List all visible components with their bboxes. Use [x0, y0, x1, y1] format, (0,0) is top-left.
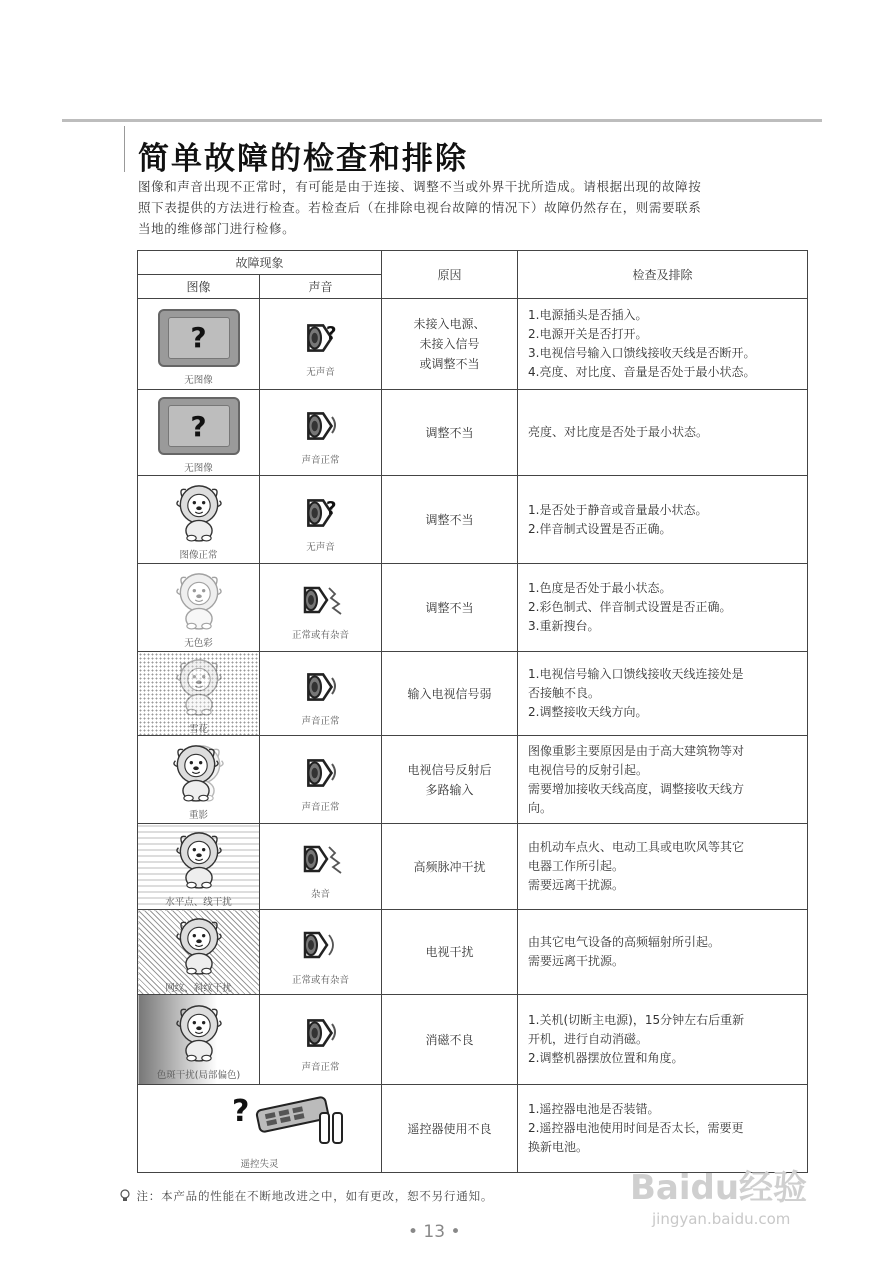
- image-caption: 色斑干扰(局部偏色): [156, 1070, 241, 1081]
- table-row: [138, 299, 808, 390]
- cause-cell: [382, 652, 518, 736]
- image-caption: 无图像: [184, 463, 213, 474]
- remote-control-battery-icon: [170, 1091, 350, 1151]
- table-row: [138, 824, 808, 910]
- sound-cell: [260, 910, 382, 995]
- cause-line: 或调整不当: [419, 357, 480, 371]
- check-line: 由机动车点火、电动工具或电吹风等其它: [528, 840, 745, 854]
- image-cell: [138, 564, 260, 652]
- sound-caption: 无声音: [306, 542, 335, 553]
- intro-line: 照下表提供的方法进行检查。若检查后（在排除电视台故障的情况下）故障仍然存在，则需要联系: [138, 200, 702, 215]
- title-accent-bar: [124, 126, 125, 172]
- header-image: 图像: [138, 275, 260, 299]
- check-line: 电器工作所引起。: [528, 859, 625, 873]
- check-line: 2.彩色制式、伴音制式设置是否正确。: [528, 600, 732, 614]
- speaker-normal-icon: [300, 666, 342, 708]
- check-line: 4.亮度、对比度、音量是否处于最小状态。: [528, 365, 756, 379]
- cause-cell: [382, 299, 518, 390]
- image-caption: 遥控失灵: [240, 1159, 279, 1170]
- check-line: 亮度、对比度是否处于最小状态。: [528, 425, 709, 439]
- lion-color-patch-icon: [171, 1002, 227, 1062]
- check-cell: [518, 910, 808, 995]
- speaker-muted-icon: [300, 317, 342, 359]
- image-cell: [138, 736, 260, 824]
- check-line: 2.伴音制式设置是否正确。: [528, 521, 672, 536]
- check-cell: [518, 299, 808, 390]
- image-caption: 重影: [188, 810, 208, 821]
- table-row: [138, 652, 808, 736]
- check-line: 向。: [528, 800, 553, 815]
- sound-cell: [260, 995, 382, 1085]
- sound-caption: 声音正常: [301, 802, 340, 813]
- troubleshooting-table: [137, 250, 808, 1173]
- table-row: [138, 910, 808, 995]
- lightbulb-icon: [118, 1188, 132, 1202]
- check-line: 1.遥控器电池是否装错。: [528, 1102, 660, 1116]
- check-cell: [518, 736, 808, 824]
- speaker-noise-icon: [297, 925, 345, 967]
- check-line: 由其它电气设备的高频辐射所引起。: [528, 935, 721, 949]
- cause-cell: [382, 995, 518, 1085]
- sound-cell: [260, 736, 382, 824]
- speaker-noise-icon: [297, 839, 345, 881]
- sound-caption: 声音正常: [301, 1062, 340, 1073]
- lion-normal-picture-icon: [171, 482, 227, 542]
- sound-caption: 杂音: [311, 889, 331, 900]
- svg-text:?: ?: [325, 322, 336, 344]
- baidu-watermark-url: jingyan.baidu.com: [652, 1210, 791, 1228]
- svg-text:?: ?: [325, 498, 336, 519]
- cause-cell: [382, 476, 518, 564]
- speaker-noise-icon: [297, 580, 345, 622]
- cause-line: 多路输入: [425, 782, 474, 797]
- check-line: 1.电源插头是否插入。: [528, 308, 648, 322]
- cause-line: 电视信号反射后: [407, 762, 492, 777]
- lion-line-interference-icon: [171, 829, 227, 889]
- check-line: 2.调整接收天线方向。: [528, 705, 648, 719]
- speaker-normal-icon: [300, 1012, 342, 1054]
- cause-cell: [382, 390, 518, 476]
- check-line: 2.调整机器摆放位置和角度。: [528, 1051, 684, 1065]
- page-number: • 13 •: [408, 1222, 461, 1242]
- header-sound: 声音: [260, 275, 382, 299]
- table-row: [138, 390, 808, 476]
- page-title: 简单故障的检查和排除: [138, 141, 468, 177]
- image-cell: [138, 652, 260, 736]
- check-cell: [518, 476, 808, 564]
- sound-caption: 正常或有杂音: [292, 630, 350, 641]
- speaker-muted-icon: [300, 492, 342, 534]
- lion-no-color-icon: [171, 570, 227, 630]
- image-cell: [138, 299, 260, 390]
- table-row: [138, 476, 808, 564]
- cause-line: 未接入电源、: [413, 317, 486, 331]
- sound-cell: [260, 824, 382, 910]
- check-line: 图像重影主要原因是由于高大建筑物等对: [528, 743, 745, 758]
- check-cell: [518, 564, 808, 652]
- cause-line: 高频脉冲干扰: [413, 859, 486, 874]
- check-line: 3.电视信号输入口馈线接收天线是否断开。: [528, 346, 756, 360]
- cause-line: 调整不当: [425, 512, 474, 527]
- remote-failure-cell: [138, 1085, 382, 1173]
- tv-no-picture-icon: ?: [158, 309, 240, 367]
- header-cause: 原因: [382, 251, 518, 299]
- cause-cell: [382, 910, 518, 995]
- lion-snow-icon: [171, 656, 227, 716]
- footer-note: [118, 1188, 493, 1204]
- cause-line: 调整不当: [425, 425, 474, 440]
- cause-line: 未接入信号: [419, 337, 480, 351]
- check-line: 2.电源开关是否打开。: [528, 327, 648, 341]
- sound-caption: 声音正常: [301, 716, 340, 727]
- tv-no-picture-icon: ?: [158, 397, 240, 455]
- image-caption: 图像正常: [179, 550, 218, 561]
- intro-line: 当地的维修部门进行检修。: [138, 221, 296, 236]
- sound-cell: [260, 652, 382, 736]
- image-cell: [138, 476, 260, 564]
- check-line: 3.重新搜台。: [528, 619, 600, 633]
- check-line: 1.关机(切断主电源)，15分钟左右后重新: [528, 1013, 745, 1027]
- check-cell: [518, 652, 808, 736]
- lion-mesh-interference-icon: [171, 915, 227, 975]
- lion-ghosting-icon: [168, 742, 230, 802]
- check-line: 换新电池。: [528, 1140, 589, 1154]
- check-line: 开机，进行自动消磁。: [528, 1032, 649, 1046]
- speaker-normal-icon: [300, 405, 342, 447]
- table-row: [138, 564, 808, 652]
- cause-line: 消磁不良: [425, 1032, 474, 1047]
- sound-cell: [260, 390, 382, 476]
- cause-cell: [382, 1085, 518, 1173]
- check-line: 需要远离干扰源。: [528, 954, 625, 968]
- sound-caption: 声音正常: [301, 455, 340, 466]
- check-line: 1.是否处于静音或音量最小状态。: [528, 502, 708, 517]
- cause-line: 输入电视信号弱: [407, 686, 492, 701]
- image-caption: 无图像: [184, 374, 213, 386]
- cause-cell: [382, 824, 518, 910]
- cause-line: 遥控器使用不良: [407, 1121, 492, 1136]
- header-check: 检查及排除: [518, 251, 808, 299]
- check-line: 1.电视信号输入口馈线接收天线连接处是: [528, 667, 744, 681]
- image-cell: [138, 910, 260, 995]
- speaker-normal-icon: [300, 752, 342, 794]
- check-line: 需要远离干扰源。: [528, 878, 625, 892]
- cause-line: 电视干扰: [425, 945, 474, 959]
- cause-line: 调整不当: [425, 600, 474, 615]
- check-cell: [518, 995, 808, 1085]
- sound-cell: [260, 564, 382, 652]
- check-line: 2.遥控器电池使用时间是否太长，需要更: [528, 1121, 744, 1135]
- header-symptom: 故障现象: [138, 251, 382, 275]
- image-caption: 网纹、斜纹干扰: [165, 982, 232, 994]
- image-caption: 水平点、线干扰: [165, 897, 232, 908]
- check-line: 否接触不良。: [528, 686, 601, 700]
- check-cell: [518, 390, 808, 476]
- sound-cell: [260, 299, 382, 390]
- check-line: 需要增加接收天线高度，调整接收天线方: [528, 781, 745, 796]
- image-cell: [138, 995, 260, 1085]
- sound-cell: [260, 476, 382, 564]
- top-rule: [62, 119, 822, 122]
- check-cell: [518, 824, 808, 910]
- baidu-watermark: Baidu经验: [630, 1168, 808, 1208]
- intro-line: 图像和声音出现不正常时，有可能是由于连接、调整不当或外界干扰所造成。请根据出现的故障按: [138, 179, 702, 194]
- cause-cell: [382, 564, 518, 652]
- table-row: [138, 995, 808, 1085]
- cause-cell: [382, 736, 518, 824]
- footer-note-text: 注：本产品的性能在不断地改进之中，如有更改，恕不另行通知。: [136, 1189, 494, 1203]
- image-cell: [138, 390, 260, 476]
- image-caption: 无色彩: [184, 638, 213, 649]
- check-line: 电视信号的反射引起。: [528, 762, 649, 777]
- sound-caption: 正常或有杂音: [292, 974, 350, 986]
- svg-text:?: ?: [231, 1094, 249, 1129]
- table-row: [138, 736, 808, 824]
- sound-caption: 无声音: [306, 366, 335, 378]
- image-caption: 雪花: [188, 724, 208, 735]
- image-cell: [138, 824, 260, 910]
- intro-paragraph: [138, 176, 818, 239]
- check-line: 1.色度是否处于最小状态。: [528, 581, 672, 595]
